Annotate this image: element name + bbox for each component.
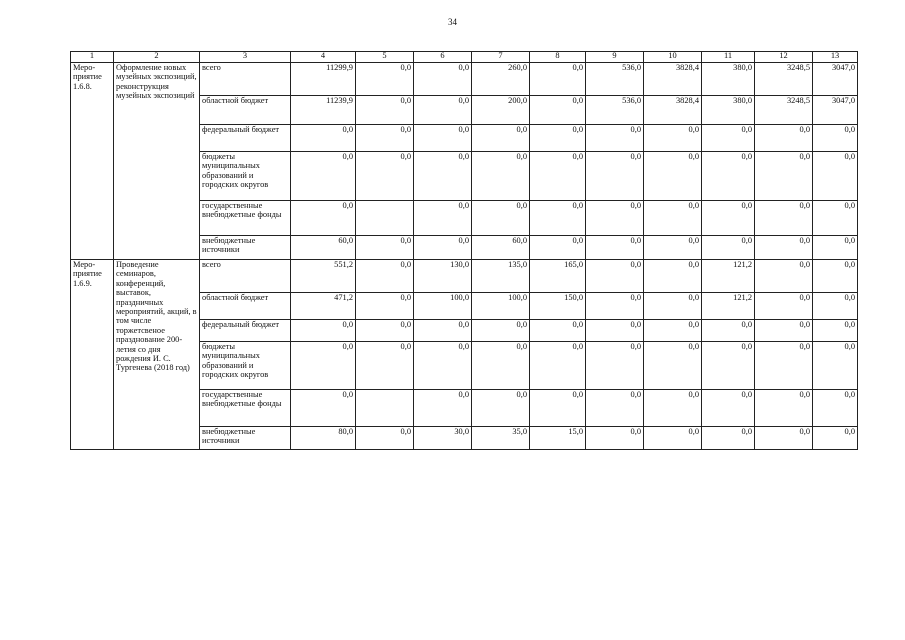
value-cell: 0,0 (530, 320, 586, 342)
funding-source: федеральный бюджет (200, 125, 291, 152)
measure-label: Меро-приятие 1.6.9. (71, 260, 114, 450)
value-cell: 0,0 (755, 236, 813, 260)
funding-source: областной бюджет (200, 96, 291, 125)
value-cell: 0,0 (291, 152, 356, 201)
value-cell: 0,0 (356, 96, 414, 125)
header-cell: 10 (644, 52, 702, 63)
value-cell: 0,0 (472, 342, 530, 390)
value-cell: 60,0 (291, 236, 356, 260)
value-cell: 0,0 (813, 342, 858, 390)
value-cell: 380,0 (702, 63, 755, 96)
measure-title: Проведение семинаров, конференций, выставок, праздничных мероприятий, акций, в том числе торжетсвеное празднование 200-летия со дня рождения И. С. Тургенева (2018 год) (114, 260, 200, 450)
value-cell: 3828,4 (644, 63, 702, 96)
header-cell: 11 (702, 52, 755, 63)
value-cell: 150,0 (530, 293, 586, 320)
value-cell: 100,0 (472, 293, 530, 320)
value-cell: 0,0 (586, 342, 644, 390)
value-cell: 551,2 (291, 260, 356, 293)
value-cell: 0,0 (813, 390, 858, 427)
value-cell: 100,0 (414, 293, 472, 320)
value-cell: 0,0 (813, 125, 858, 152)
value-cell: 0,0 (472, 390, 530, 427)
value-cell: 0,0 (530, 390, 586, 427)
value-cell: 0,0 (644, 152, 702, 201)
value-cell: 0,0 (644, 427, 702, 450)
value-cell: 0,0 (644, 320, 702, 342)
value-cell: 0,0 (530, 152, 586, 201)
value-cell: 0,0 (530, 201, 586, 236)
value-cell: 380,0 (702, 96, 755, 125)
value-cell: 0,0 (702, 320, 755, 342)
header-cell: 4 (291, 52, 356, 63)
value-cell (356, 201, 414, 236)
value-cell: 130,0 (414, 260, 472, 293)
header-cell: 3 (200, 52, 291, 63)
value-cell: 0,0 (530, 125, 586, 152)
value-cell: 0,0 (586, 390, 644, 427)
funding-source: всего (200, 260, 291, 293)
header-cell: 1 (71, 52, 114, 63)
value-cell: 0,0 (414, 390, 472, 427)
value-cell: 0,0 (356, 427, 414, 450)
value-cell: 121,2 (702, 260, 755, 293)
value-cell: 536,0 (586, 96, 644, 125)
value-cell: 0,0 (530, 63, 586, 96)
value-cell: 0,0 (586, 320, 644, 342)
value-cell: 0,0 (755, 390, 813, 427)
value-cell: 0,0 (414, 63, 472, 96)
value-cell: 0,0 (755, 260, 813, 293)
value-cell: 471,2 (291, 293, 356, 320)
header-cell: 6 (414, 52, 472, 63)
value-cell: 0,0 (813, 427, 858, 450)
value-cell: 0,0 (356, 260, 414, 293)
value-cell: 536,0 (586, 63, 644, 96)
value-cell: 0,0 (702, 390, 755, 427)
value-cell: 0,0 (702, 427, 755, 450)
value-cell: 0,0 (530, 236, 586, 260)
header-row (71, 52, 858, 63)
value-cell: 0,0 (755, 293, 813, 320)
header-cell: 8 (530, 52, 586, 63)
table-row (71, 260, 858, 293)
funding-source: бюджеты муниципальных образований и городских округов (200, 152, 291, 201)
value-cell: 0,0 (644, 260, 702, 293)
value-cell: 0,0 (356, 320, 414, 342)
value-cell: 3828,4 (644, 96, 702, 125)
value-cell: 0,0 (702, 236, 755, 260)
header-cell: 7 (472, 52, 530, 63)
funding-source: федеральный бюджет (200, 320, 291, 342)
budget-table (70, 51, 858, 450)
page-number: 34 (448, 17, 457, 27)
value-cell: 0,0 (472, 152, 530, 201)
value-cell: 121,2 (702, 293, 755, 320)
value-cell (356, 390, 414, 427)
value-cell: 3248,5 (755, 63, 813, 96)
value-cell: 0,0 (755, 427, 813, 450)
value-cell: 200,0 (472, 96, 530, 125)
value-cell: 0,0 (586, 236, 644, 260)
funding-source: областной бюджет (200, 293, 291, 320)
value-cell: 0,0 (414, 342, 472, 390)
value-cell: 11299,9 (291, 63, 356, 96)
measure-label: Меро-приятие 1.6.8. (71, 63, 114, 260)
value-cell: 0,0 (414, 125, 472, 152)
header-cell: 12 (755, 52, 813, 63)
measure-title: Оформление новых музейных экспозиций, реконструкция музейных экспозиций (114, 63, 200, 260)
value-cell: 0,0 (291, 320, 356, 342)
value-cell: 0,0 (472, 125, 530, 152)
value-cell: 0,0 (356, 152, 414, 201)
value-cell: 0,0 (414, 236, 472, 260)
value-cell: 135,0 (472, 260, 530, 293)
header-cell: 13 (813, 52, 858, 63)
funding-source: внебюджетные источники (200, 236, 291, 260)
value-cell: 0,0 (414, 320, 472, 342)
funding-source: государственные внебюджетные фонды (200, 201, 291, 236)
value-cell: 0,0 (755, 201, 813, 236)
value-cell: 0,0 (356, 125, 414, 152)
value-cell: 260,0 (472, 63, 530, 96)
value-cell: 0,0 (414, 201, 472, 236)
value-cell: 0,0 (813, 236, 858, 260)
value-cell: 80,0 (291, 427, 356, 450)
value-cell: 0,0 (586, 260, 644, 293)
value-cell: 0,0 (644, 390, 702, 427)
value-cell: 0,0 (291, 125, 356, 152)
value-cell: 0,0 (291, 342, 356, 390)
value-cell: 0,0 (586, 293, 644, 320)
value-cell: 30,0 (414, 427, 472, 450)
value-cell: 3248,5 (755, 96, 813, 125)
value-cell: 0,0 (755, 320, 813, 342)
value-cell: 0,0 (356, 236, 414, 260)
value-cell: 0,0 (291, 201, 356, 236)
value-cell: 0,0 (530, 96, 586, 125)
value-cell: 0,0 (702, 342, 755, 390)
value-cell: 3047,0 (813, 96, 858, 125)
value-cell: 0,0 (356, 342, 414, 390)
value-cell: 0,0 (644, 342, 702, 390)
value-cell: 0,0 (644, 201, 702, 236)
header-cell: 9 (586, 52, 644, 63)
value-cell: 0,0 (356, 293, 414, 320)
value-cell: 0,0 (414, 152, 472, 201)
value-cell: 0,0 (472, 320, 530, 342)
value-cell: 0,0 (586, 152, 644, 201)
value-cell: 0,0 (291, 390, 356, 427)
value-cell: 0,0 (813, 293, 858, 320)
value-cell: 0,0 (356, 63, 414, 96)
value-cell: 0,0 (755, 125, 813, 152)
value-cell: 3047,0 (813, 63, 858, 96)
value-cell: 0,0 (414, 96, 472, 125)
value-cell: 0,0 (586, 427, 644, 450)
value-cell: 0,0 (702, 125, 755, 152)
value-cell: 0,0 (586, 201, 644, 236)
value-cell: 11239,9 (291, 96, 356, 125)
value-cell: 60,0 (472, 236, 530, 260)
value-cell: 0,0 (644, 236, 702, 260)
value-cell: 0,0 (813, 260, 858, 293)
value-cell: 0,0 (702, 201, 755, 236)
value-cell: 0,0 (755, 152, 813, 201)
value-cell: 0,0 (644, 293, 702, 320)
funding-source: всего (200, 63, 291, 96)
value-cell: 0,0 (644, 125, 702, 152)
value-cell: 15,0 (530, 427, 586, 450)
table-row (71, 63, 858, 96)
value-cell: 0,0 (755, 342, 813, 390)
value-cell: 35,0 (472, 427, 530, 450)
value-cell: 0,0 (813, 320, 858, 342)
funding-source: государственные внебюджетные фонды (200, 390, 291, 427)
value-cell: 165,0 (530, 260, 586, 293)
value-cell: 0,0 (813, 152, 858, 201)
value-cell: 0,0 (586, 125, 644, 152)
value-cell: 0,0 (813, 201, 858, 236)
header-cell: 2 (114, 52, 200, 63)
value-cell: 0,0 (472, 201, 530, 236)
funding-source: бюджеты муниципальных образований и городских округов (200, 342, 291, 390)
header-cell: 5 (356, 52, 414, 63)
funding-source: внебюджетные источники (200, 427, 291, 450)
value-cell: 0,0 (702, 152, 755, 201)
value-cell: 0,0 (530, 342, 586, 390)
